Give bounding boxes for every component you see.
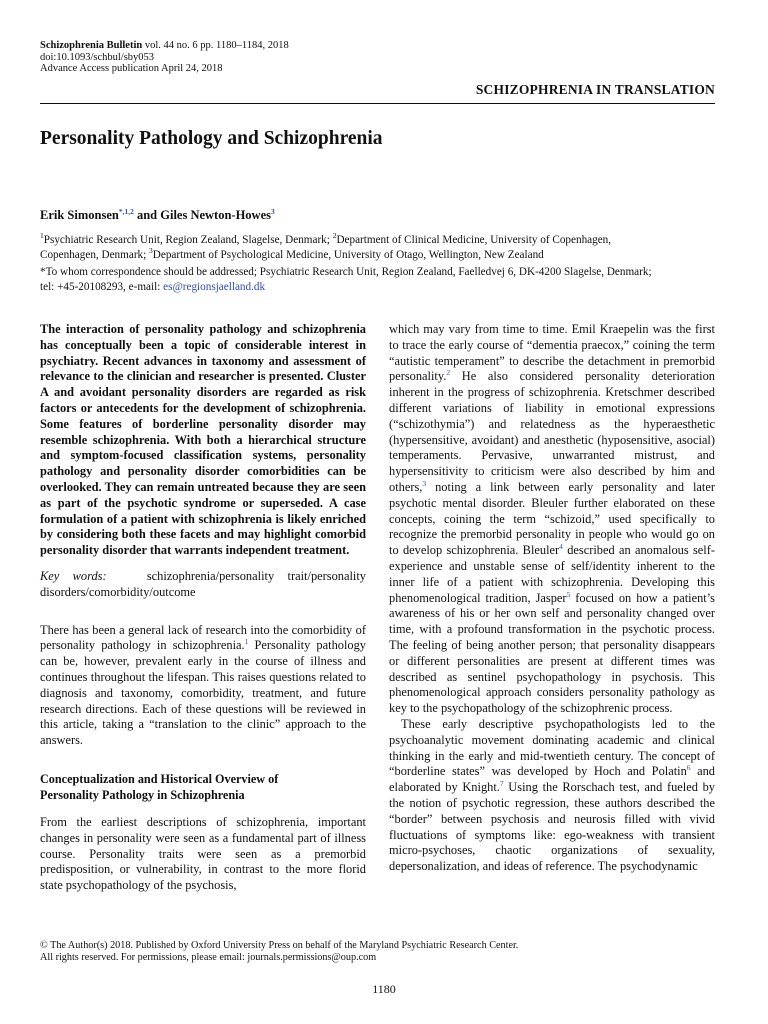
affiliation-number: 1 <box>40 231 44 240</box>
psychoanalytic-paragraph <box>389 717 715 875</box>
affiliation-text: Department of Clinical Medicine, University of Copenhagen, <box>336 234 612 246</box>
page-number: 1180 <box>372 982 396 996</box>
author-affiliation-marks[interactable]: 3 <box>271 207 275 216</box>
reference-4[interactable]: 4 <box>559 542 563 552</box>
affiliation-text: Psychiatric Research Unit, Region Zealand, Slagelse, Denmark; <box>43 234 333 246</box>
affiliation-number: 2 <box>332 231 337 240</box>
contact-text: tel: +45-20108293, e-mail: <box>40 280 164 293</box>
copyright-line: © The Author(s) 2018. Published by Oxford University Press on behalf of the Maryland Psychiatric Research Center. <box>40 940 519 951</box>
section-heading-line: Personality Pathology in Schizophrenia <box>40 787 245 802</box>
left-column <box>40 322 366 894</box>
affiliation-text: Department of Psychological Medicine, University of Otago, Wellington, New Zealand <box>152 248 544 261</box>
body-text: These early descriptive psychopathologists led to the psychoanalytic movement dominating academic and clinical thinking in the early and mid-twentieth century. The concept of “borderline states” was developed by Hoch and Polatin <box>389 716 715 779</box>
body-text: and elaborated by Knight. <box>389 764 715 795</box>
reference-5[interactable]: 5 <box>566 589 571 599</box>
abstract: The interaction of personality pathology and schizophrenia has conceptually been a topic of considerable interest in psychiatry. Recent advances in taxonomy and assessment of relevance to the clinician and researcher is presented. Cluster A and avoidant personality disorders are regarded as risk factors or antecedents for the development of schizophrenia. Some features of borderline personality disorder may resemble schizophrenia. With both a hierarchical structure and symptom-focused classification systems, personality pathology and personality disorder comorbidities can be overlooked. They can remain untreated because they are seen as part of the psychotic syndrome or superseded. A case formulation of a patient with schizophrenia is likely enriched by considering both these facets and may highlight comorbid personality disorder that warrants independent treatment. <box>40 322 366 558</box>
reference-6[interactable]: 6 <box>686 763 691 773</box>
article-title: Personality Pathology and Schizophrenia <box>40 128 383 149</box>
history-paragraph <box>389 322 715 717</box>
right-column <box>389 322 715 875</box>
body-text: He also considered personality deterioration inherent in the progress of schizophrenia. Kretschmer described different variations of liability in emotional expressions (“schizothymia”) and relatedness as the hyperaesthetic (hypersensitive, avoidant) and anesthetic (hyposensitive, asocial) temperaments. Pervasive, unwarranted mistrust, and hypersensitivity to criticism were also described by him and others, <box>389 369 715 494</box>
section1-paragraph: From the earliest descriptions of schizophrenia, important changes in personality were seen as a fundamental part of illness course. Personality traits were seen as a premorbid predisposition, or vulnerability, in contrast to the more florid state psychopathology of the psychosis, <box>40 814 366 893</box>
keywords-text: schizophrenia/personality trait/personality disorders/comorbidity/outcome <box>40 568 367 599</box>
permissions-line: All rights reserved. For permissions, please email: journals.permissions@oup.com <box>40 952 377 964</box>
reference-1[interactable]: 1 <box>244 637 249 647</box>
section-heading <box>40 771 366 803</box>
body-text: noting a link between early personality and later psychotic mental disorder. Bleuler further elaborated on these concepts, coining the term “schizoid,” used specifically to recognize the premorbid personality in people who would go on to develop schizophrenia. Bleuler <box>389 479 715 558</box>
reference-2[interactable]: 2 <box>446 368 451 378</box>
author-list <box>40 208 275 223</box>
correspondence <box>40 265 715 294</box>
author-name: Giles Newton-Howes <box>160 208 271 222</box>
author-name: Erik Simonsen <box>40 208 119 222</box>
reference-3[interactable]: 3 <box>422 478 427 488</box>
affiliation-text: Copenhagen, Denmark; <box>40 248 150 261</box>
advance-access: Advance Access publication April 24, 2018 <box>40 63 223 74</box>
section-label: SCHIZOPHRENIA IN TRANSLATION <box>475 82 715 97</box>
intro-text: Personality pathology can be, however, prevalent early in the course of illness and continues throughout the lifespan. This raises questions related to diagnosis and taxonomy, comorbidity, treatment, and future research directions. Each of these questions will be reviewed in this article, taking a “translation to the clinic” approach to the answers. <box>40 638 366 748</box>
affiliation-line <box>40 245 715 263</box>
intro-paragraph <box>40 623 366 749</box>
email-link[interactable]: es@regionsjaelland.dk <box>163 280 266 293</box>
body-text: which may vary from time to time. Emil Kraepelin was the first to trace the early course of “dementia praecox,” coining the term “autistic temperament” to describe the detachment in premorbid personality. <box>389 322 715 384</box>
affiliation-line <box>40 233 715 248</box>
body-text: Using the Rorschach test, and fueled by the notion of psychotic regression, these authors described the “border” between psychosis and neurosis filled with vivid fluctuations of symptoms like: ego-weakness with transient micro-psychoses, chaotic organizations of sexuality, depersonalization, and ideas of reference. The psychodynamic <box>389 780 715 874</box>
section-heading-line: Conceptualization and Historical Overview of <box>40 771 279 786</box>
journal-issue: vol. 44 no. 6 pp. 1180–1184, 2018 <box>144 40 289 51</box>
intro-text: There has been a general lack of research into the comorbidity of personality pathology in schizophrenia. <box>40 622 366 653</box>
journal-name: Schizophrenia Bulletin <box>40 40 143 51</box>
reference-7[interactable]: 7 <box>499 779 504 789</box>
doi: doi:10.1093/schbul/sby053 <box>40 51 155 63</box>
author-affiliation-marks[interactable]: *,1,2 <box>118 207 134 216</box>
contact-line <box>40 280 715 295</box>
body-text: focused on how a patient’s awareness of his or her own self and personality changed over time, with a profound transformation in the psychotic process. The feeling of being another person; that personality disappears or different personalities are present at different times was described as sentinel psychopathology in psychosis. This phenomenological approach considers personality pathology as key to the psychopathology of the schizophrenic process. <box>389 590 716 716</box>
copyright-footer <box>40 940 715 965</box>
keywords <box>40 569 366 601</box>
affiliation-number: 3 <box>149 245 153 255</box>
affiliations <box>40 233 715 262</box>
correspondence-text: *To whom correspondence should be addressed; Psychiatric Research Unit, Region Zealand, Faelledvej 6, DK-4200 Slagelse, Denmark; <box>40 266 652 278</box>
author-conjunction: and <box>133 208 161 222</box>
body-text: described an anomalous self-experience and unstable sense of self/identity inherent to the inner life of a patient with schizophrenia. Developing this phenomenological tradition, Jasper <box>389 543 715 605</box>
journal-citation <box>40 40 289 52</box>
keywords-label: Key words: <box>40 568 107 583</box>
header-rule <box>40 103 715 104</box>
